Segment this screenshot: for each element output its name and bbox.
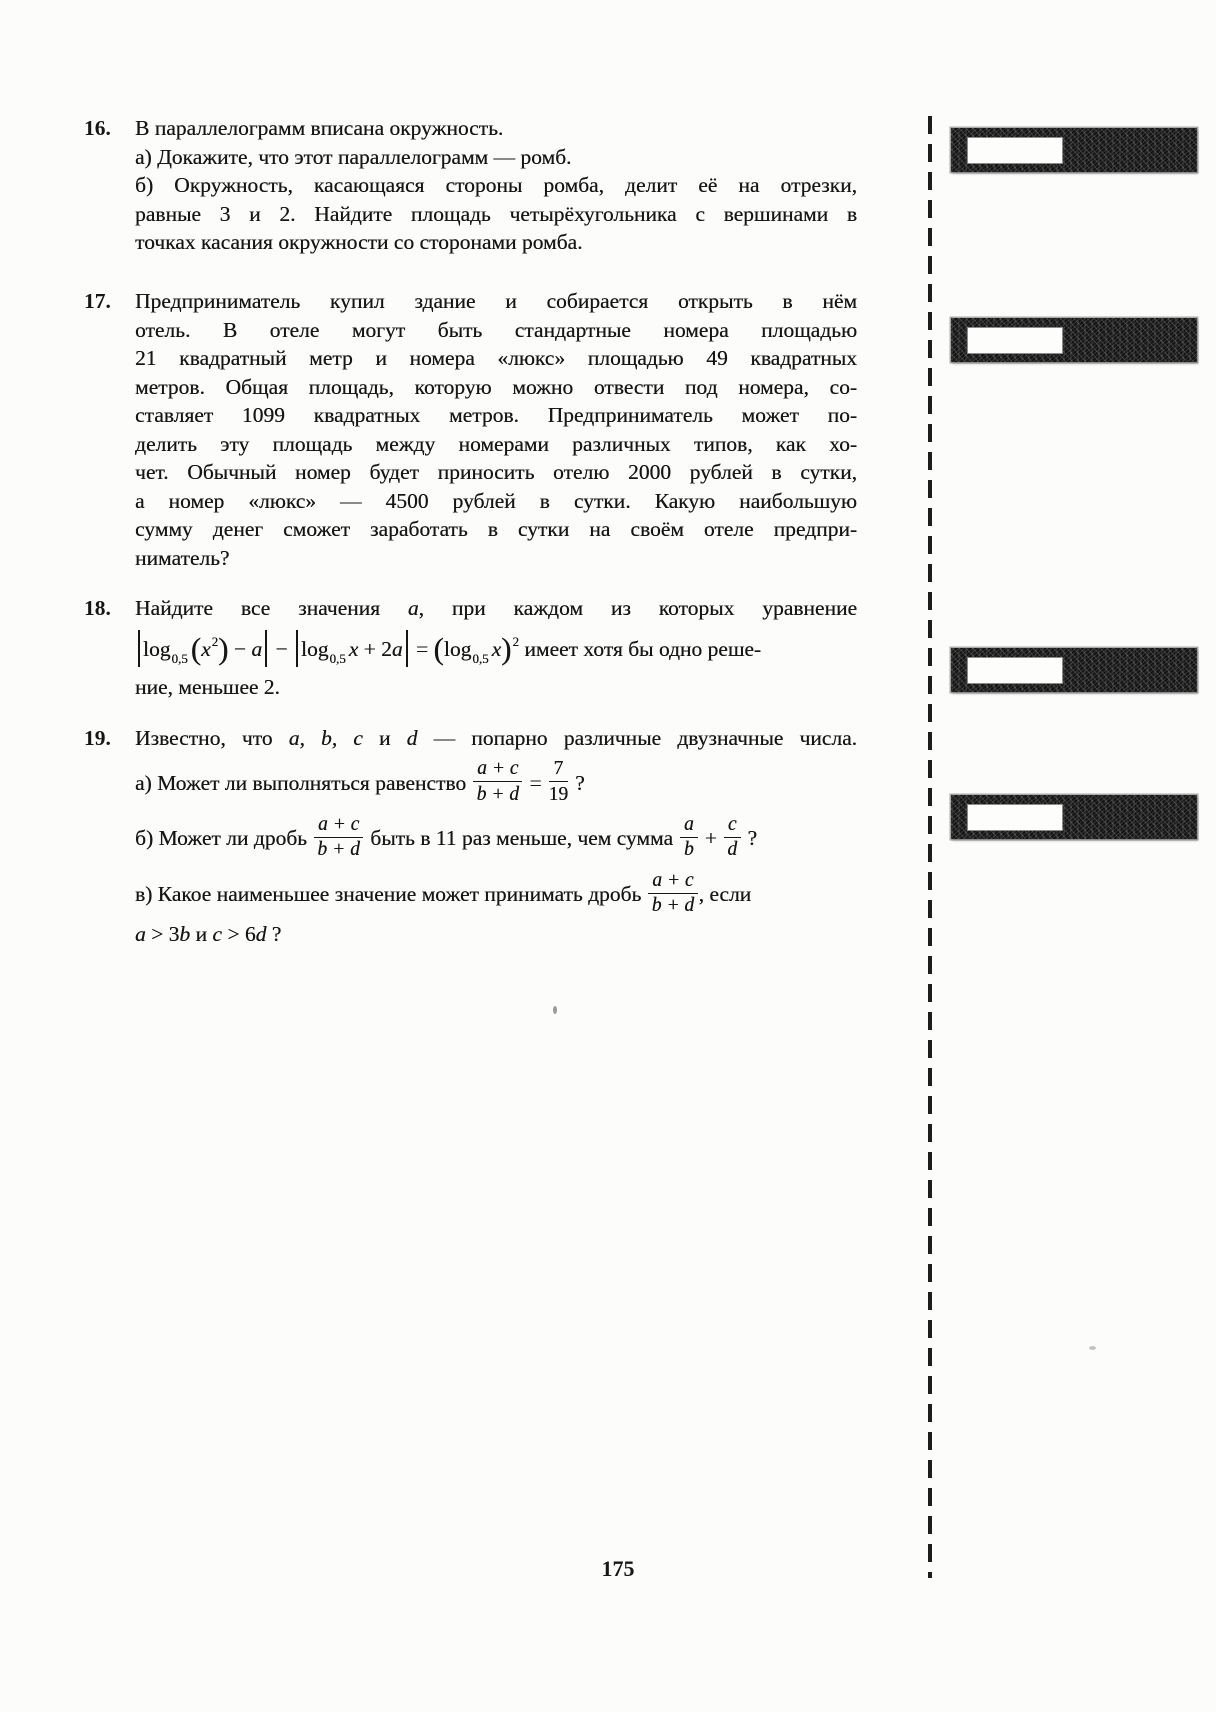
- log-fn: log: [443, 636, 472, 661]
- lead-text: Найдите все значения: [135, 596, 408, 620]
- intro-text: — попарно различные двузначные числа.: [417, 726, 857, 750]
- problem-18-body: [135, 594, 857, 701]
- problem-19-number: 19.: [84, 726, 111, 750]
- problem-16-body: [135, 114, 857, 257]
- part-v-line: [135, 871, 857, 920]
- text-line: Предприниматель купил здание и собирается открыть в нём: [135, 289, 857, 313]
- variable-a: a: [391, 636, 403, 661]
- gt-3: > 3: [145, 922, 180, 947]
- variable-x: x: [491, 636, 502, 661]
- text-line: В параллелограмм вписана окружность.: [135, 116, 504, 140]
- log-fn: log: [143, 636, 171, 661]
- log-base: 0,5: [472, 650, 489, 666]
- fraction-7-over-19: $\frac{7}{19}$: [548, 757, 569, 805]
- text-line: метров. Общая площадь, которую можно отвести под номера, со-: [135, 374, 857, 399]
- equation-line: [135, 626, 857, 673]
- text-line: точках касания окружности со сторонами ромба.: [135, 230, 583, 254]
- variable-x: x: [348, 636, 359, 661]
- lead-text: , при каждом из которых уравнение: [418, 596, 857, 620]
- fraction-ac-over-bd: $\frac{a + c}{b + d}$: [473, 758, 522, 806]
- abs-bar: [406, 630, 408, 667]
- fraction-a-over-b: $\frac{a}{b}$: [680, 814, 698, 862]
- text-line: [135, 724, 857, 753]
- part-b-text: б) Может ли дробь: [135, 826, 307, 851]
- text-line: отель. В отеле могут быть стандартные номера площадью: [135, 317, 857, 342]
- part-a-line: [135, 757, 857, 809]
- problem-16-number: 16.: [84, 116, 111, 140]
- text-line: ниматель?: [135, 545, 230, 570]
- scan-speck: [553, 1006, 557, 1014]
- text-line: б) Окружность, касающаяся стороны ромба, делит её на отрезки,: [135, 173, 857, 197]
- plus-sign: +: [704, 826, 717, 851]
- fraction-c-over-d: $\frac{c}{d}$: [724, 814, 741, 862]
- problem-17: [0, 287, 1216, 572]
- part-b-line: [135, 815, 857, 864]
- equals-sign: =: [529, 770, 542, 795]
- text-line: ние, меньшее 2.: [135, 674, 280, 699]
- variable-x: x: [201, 636, 211, 661]
- open-paren: (: [433, 630, 444, 666]
- question-mark: ?: [747, 826, 758, 851]
- text-line: делить эту площадь между номерами различных типов, как хо-: [135, 431, 857, 456]
- and-word: и: [190, 922, 213, 947]
- abs-bar: [265, 630, 267, 667]
- close-paren: ): [218, 630, 229, 666]
- question-mark: ?: [266, 922, 282, 947]
- problem-16: [0, 114, 1216, 257]
- text-line: равные 3 и 2. Найдите площадь четырёхугольника с вершинами в: [135, 201, 857, 226]
- problem-17-number: 17.: [84, 289, 111, 313]
- page-number: 175: [601, 1556, 635, 1581]
- problem-18: [0, 594, 1216, 701]
- part-v-text: , если: [698, 882, 752, 907]
- log-base: 0,5: [329, 650, 346, 666]
- fraction-ac-over-bd: $\frac{a + c}{b + d}$: [648, 870, 697, 918]
- scan-speck: [1089, 1346, 1096, 1350]
- intro-text: и: [362, 726, 407, 750]
- problem-19: [0, 724, 1216, 949]
- equals-sign: =: [410, 636, 434, 661]
- part-v-text: в) Какое наименьшее значение может принимать дробь: [135, 882, 642, 907]
- open-paren: (: [190, 630, 202, 666]
- problem-19-body: [135, 724, 857, 949]
- text-line: 21 квадратный метр и номера «люкс» площадью 49 квадратных: [135, 346, 857, 370]
- part-b-text: быть в 11 раз меньше, чем сумма: [370, 826, 673, 851]
- variable-c: c: [212, 922, 222, 947]
- variable-a: a: [407, 596, 419, 620]
- minus-sign: −: [228, 636, 252, 661]
- question-mark: ?: [575, 770, 585, 795]
- plus-2: + 2: [358, 636, 392, 661]
- intro-text: Известно, что: [135, 726, 289, 750]
- text-line: сумму денег сможет заработать в сутки на своём отеле предпри-: [135, 517, 857, 541]
- fraction-ac-over-bd: $\frac{a + c}{b + d}$: [314, 814, 363, 862]
- minus-sign: −: [270, 636, 293, 661]
- problem-17-body: [135, 287, 857, 572]
- exponent-2: 2: [512, 633, 519, 649]
- gt-6: > 6: [221, 922, 256, 947]
- text-line: ставляет 1099 квадратных метров. Предприниматель может по-: [135, 403, 857, 427]
- variable-d: d: [255, 922, 267, 947]
- log-base: 0,5: [171, 650, 188, 666]
- variable-a: a: [135, 922, 146, 947]
- text-line: [135, 594, 857, 623]
- text-line: чет. Обычный номер будет приносить отелю 2000 рублей в сутки,: [135, 460, 857, 484]
- part-a-text: а) Может ли выполняться равенство: [135, 770, 467, 795]
- condition-line: [135, 920, 857, 949]
- text-line: а номер «люкс» — 4500 рублей в сутки. Какую наибольшую: [135, 488, 857, 513]
- log-fn: log: [300, 636, 329, 661]
- exponent-2: 2: [211, 633, 219, 649]
- variable-d: d: [406, 726, 418, 750]
- text-line: а) Докажите, что этот параллелограмм — ромб.: [135, 144, 572, 169]
- tail-text: имеет хотя бы одно реше-: [518, 636, 762, 661]
- variable-b: b: [179, 922, 191, 947]
- variables-abc: a, b, c: [288, 726, 363, 750]
- abs-bar: [138, 630, 140, 667]
- close-paren: ): [501, 630, 512, 666]
- problem-18-number: 18.: [84, 596, 111, 620]
- abs-bar: [296, 630, 298, 667]
- variable-a: a: [251, 636, 263, 661]
